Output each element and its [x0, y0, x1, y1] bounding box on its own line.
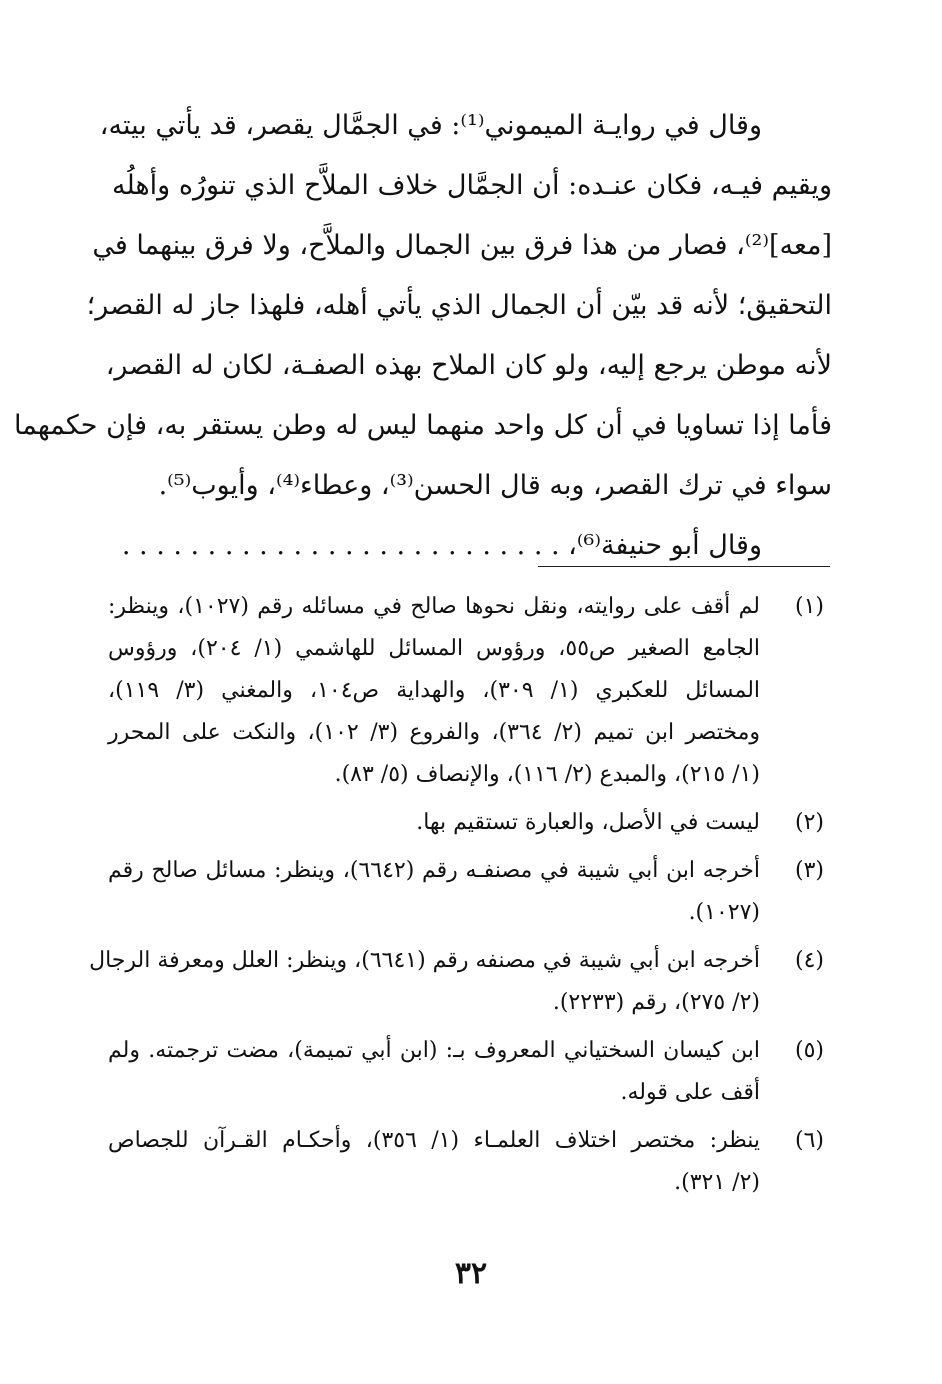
- main-text-block: [14, 96, 832, 576]
- footnote-line: ابن كيسان السختياني المعروف بـ: (ابن أبي تميمة)، مضت ترجمته. ولم: [108, 1038, 760, 1063]
- main-text-line: لأنه موطن يرجع إليه، ولو كان الملاح بهذه الصفـة، لكان له القصر،: [105, 350, 832, 381]
- footnote-item: [108, 850, 824, 934]
- footnote-line: ومختصر ابن تميم (٢/ ٣٦٤)، والفروع (٣/ ١٠٢)، والنكت على المحرر: [108, 720, 761, 745]
- footnote-item: [108, 1120, 824, 1204]
- footnote-number: (٥): [794, 1038, 824, 1063]
- main-text-line: سواء في ترك القصر، وبه قال الحسن⁽³⁾، وعطاء⁽⁴⁾، وأيوب⁽⁵⁾.: [158, 470, 832, 501]
- footnote-number: (٢): [794, 810, 824, 835]
- footnote-line: لم أقف على روايته، ونقل نحوها صالح في مسائله رقم (١٠٢٧)، وينظر:: [108, 594, 761, 619]
- footnote-line: الجامع الصغير ص٥٥، ورؤوس المسائل للهاشمي (١/ ٢٠٤)، ورؤوس: [108, 636, 761, 661]
- footnote-line: (١٠٢٧).: [688, 900, 760, 925]
- footnote-line: أقف على قوله.: [620, 1080, 760, 1105]
- footnote-item: [108, 1030, 824, 1114]
- page-number: ٣٢: [454, 1256, 488, 1291]
- footnote-line: (٢/ ٣٢١).: [674, 1170, 760, 1195]
- footnote-item: [108, 802, 824, 844]
- footnote-number: (٣): [794, 858, 824, 883]
- footnote-line: ليست في الأصل، والعبارة تستقيم بها.: [416, 810, 760, 835]
- main-text-continuation-line: وقال أبو حنيفة⁽⁶⁾، . . . . . . . . . . . . . . . . . . . . . . . . . .: [121, 530, 762, 561]
- main-text-line: التحقيق؛ لأنه قد بيّن أن الجمال الذي يأتي أهله، فلهذا جاز له القصر؛: [86, 290, 832, 321]
- footnote-separator: [538, 566, 830, 567]
- footnote-line: (١/ ٢١٥)، والمبدع (٢/ ١١٦)، والإنصاف (٥/ ٨٣).: [334, 762, 760, 787]
- footnote-line: أخرجه ابن أبي شيبة في مصنفـه رقم (٦٦٤٢)، وينظر: مسائل صالح رقم: [108, 858, 760, 883]
- main-text-line: [معه]⁽²⁾، فصار من هذا فرق بين الجمال والملاَّح، ولا فرق بينهما في: [92, 230, 832, 261]
- footnotes-section: [89, 586, 824, 1210]
- main-text-line: وقال في روايـة الميموني⁽¹⁾: في الجمَّال يقصر، قد يأتي بيته،: [99, 110, 762, 141]
- footnote-number: (٦): [794, 1128, 824, 1153]
- footnote-item: [108, 586, 824, 796]
- footnote-number: (٤): [794, 948, 824, 973]
- footnote-item: [89, 940, 824, 1024]
- footnote-line: أخرجه ابن أبي شيبة في مصنفه رقم (٦٦٤١)، وينظر: العلل ومعرفة الرجال: [89, 948, 760, 973]
- main-text-line: ويقيم فيـه، فكان عنـده: أن الجمَّال خلاف الملاَّح الذي تنورُه وأهلُه: [112, 170, 832, 201]
- footnote-number: (١): [794, 594, 824, 619]
- footnote-line: المسائل للعكبري (١/ ٣٠٩)، والهداية ص١٠٤، والمغني (٣/ ١١٩)،: [108, 678, 761, 703]
- footnote-line: (٢/ ٢٧٥)، رقم (٢٢٣٣).: [552, 990, 760, 1015]
- main-text-line: فأما إذا تساويا في أن كل واحد منهما ليس له وطن يستقر به، فإن حكمهما: [14, 410, 832, 441]
- footnote-line: ينظر: مختصر اختلاف العلمـاء (١/ ٣٥٦)، وأحكـام القـرآن للجصاص: [108, 1128, 761, 1153]
